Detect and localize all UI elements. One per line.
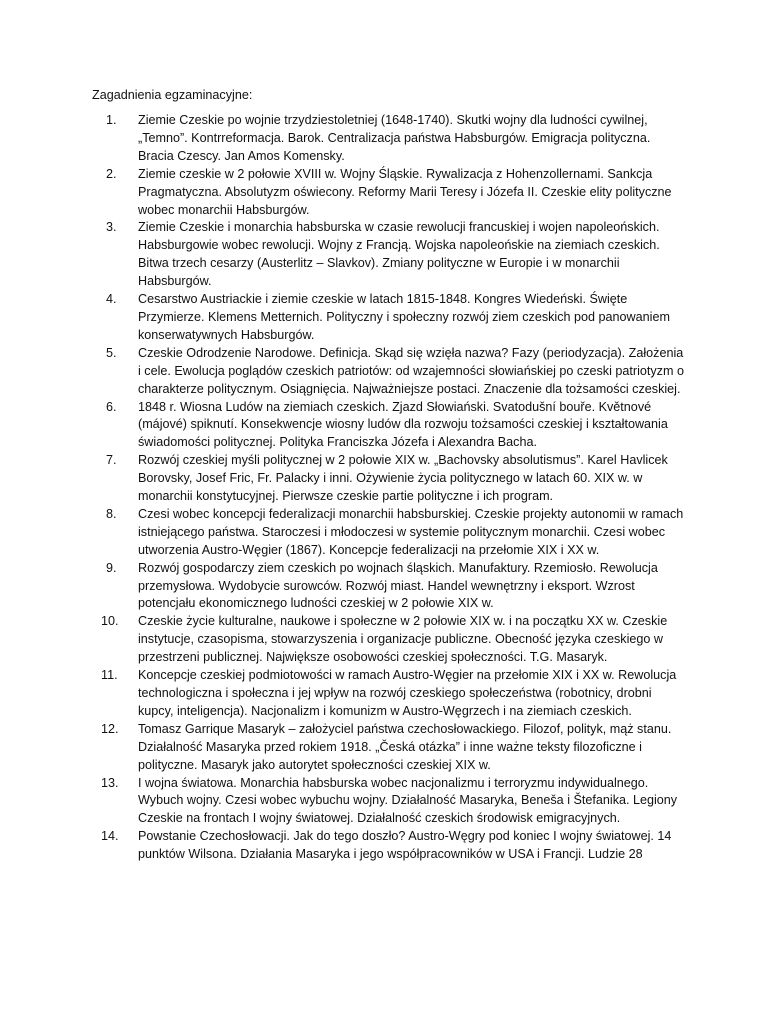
- item-text: Cesarstwo Austriackie i ziemie czeskie w latach 1815-1848. Kongres Wiedeński. Święte Przymierze. Klemens Metternich. Polityczny i społeczny rozwój ziem czeskich pod panowaniem konserwatywnych Habsburgów.: [138, 292, 670, 342]
- list-item: [0, 775, 685, 829]
- list-item: [0, 828, 685, 864]
- list-item: [0, 166, 685, 220]
- item-text: Czeskie Odrodzenie Narodowe. Definicja. Skąd się wzięła nazwa? Fazy (periodyzacja). Założenia i cele. Ewolucja poglądów czeskich patriotów: od wzajemności słowiańskiej po czeski patriotyzm o charakterze politycznym. Osiągnięcia. Najważniejsze postaci. Znaczenie dla tożsamości czeskiej.: [138, 345, 684, 396]
- item-number: 2.: [106, 166, 117, 181]
- item-text: 1848 r. Wiosna Ludów na ziemiach czeskich. Zjazd Słowiański. Svatodušní bouře. Květnové (májové) spiknutí. Konsekwencje wiosny ludów dla rozwoju tożsamości czeskiej i kształtowania świadomości politycznej. Polityka Franciszka Józefa i Alexandra Bacha.: [138, 399, 668, 450]
- document-heading: Zagadnienia egzaminacyjne:: [92, 88, 253, 102]
- item-text: Ziemie Czeskie i monarchia habsburska w czasie rewolucji francuskiej i wojen napoleońskich. Habsburgowie wobec rewolucji. Wojny z Francją. Wojska napoleońskie na ziemiach czeskich. Bitwa trzech cesarzy (Austerlitz – Slavkov). Zmiany polityczne w Europie i w monarchii Habsburgów.: [138, 220, 660, 289]
- item-number: 3.: [106, 220, 117, 235]
- item-number: 14.: [101, 829, 119, 844]
- list-item: [0, 345, 685, 399]
- item-text: Czesi wobec koncepcji federalizacji monarchii habsburskiej. Czeskie projekty autonomii w ramach istniejącego państwa. Staroczesi i młodoczesi w systemie politycznym monarchii. Czesi wobec utworzenia Austro-Węgier (1867). Koncepcje federalizacji na przełomie XIX i XX w.: [138, 506, 684, 557]
- item-text: Czeskie życie kulturalne, naukowe i społeczne w 2 połowie XIX w. i na początku XX w. Czeskie instytucje, czasopisma, stowarzyszenia i organizacje publiczne. Obecność języka czeskiego w przestrzeni publicznej. Największe osobowości czeskiej społeczności. T.G. Masaryk.: [138, 614, 668, 665]
- item-number: 9.: [106, 560, 117, 575]
- item-text: Ziemie Czeskie po wojnie trzydziestoletniej (1648-1740). Skutki wojny dla ludności cywilnej,„Temno”. Kontrreformacja. Barok. Centralizacja państwa Habsburgów. Emigracja polityczna. Bracia Czescy. Jan Amos Komensky.: [138, 113, 651, 163]
- item-text: Powstanie Czechosłowacji. Jak do tego doszło? Austro-Węgry pod koniec I wojny światowej. 14 punktów Wilsona. Działania Masaryka i jego współpracowników w USA i Francji. Ludzie 28: [138, 829, 672, 862]
- list-item: [0, 112, 685, 166]
- list-item: [0, 721, 685, 775]
- item-text: Rozwój gospodarczy ziem czeskich po wojnach śląskich. Manufaktury. Rzemiosło. Rewolucja przemysłowa. Wydobycie surowców. Rozwój miast. Handel wewnętrzny i eksport. Wzrost potencjału ekonomicznego ludności czeskiej w 2 połowie XIX w.: [138, 560, 658, 611]
- item-text: Tomasz Garrique Masaryk – założyciel państwa czechosłowackiego. Filozof, polityk, mąż stanu. Działalność Masaryka przed rokiem 1918. „Česká otázka” i inne ważne teksty filozoficzne i polityczne. Masaryk jako autorytet społeczności czeskiej XIX w.: [138, 721, 672, 772]
- item-number: 5.: [106, 345, 117, 360]
- item-number: 10.: [101, 614, 119, 629]
- list-item: [0, 506, 685, 560]
- list-item: [0, 452, 685, 506]
- item-number: 1.: [106, 113, 117, 127]
- item-number: 8.: [106, 506, 117, 521]
- list-item: [0, 219, 685, 291]
- item-number: 7.: [106, 453, 117, 468]
- exam-topics-list: [0, 112, 768, 864]
- item-number: 11.: [101, 668, 118, 683]
- item-text: Koncepcje czeskiej podmiotowości w ramach Austro-Węgier na przełomie XIX i XX w. Rewolucja technologiczna i społeczna i jej wpływ na rozwój czeskiego społeczeństwa (robotnicy, drobni kupcy, inteligencja). Nacjonalizm i komunizm w Austro-Węgrzech i na ziemiach czeskich.: [138, 668, 677, 718]
- item-number: 6.: [106, 399, 117, 414]
- list-item: [0, 613, 685, 667]
- item-number: 13.: [101, 775, 119, 790]
- item-text: Rozwój czeskiej myśli politycznej w 2 połowie XIX w. „Bachovsky absolutismus”. Karel Havlicek Borovsky, Josef Fric, Fr. Palacky i inni. Ożywienie życia politycznego w latach 60. XIX w. w monarchii konstytucyjnej. Pierwsze czeskie partie polityczne i ich program.: [138, 453, 668, 504]
- list-item: [0, 560, 685, 614]
- item-text: I wojna światowa. Monarchia habsburska wobec nacjonalizmu i terroryzmu indywidualnego. Wybuch wojny. Czesi wobec wybuchu wojny. Działalność Masaryka, Beneša i Štefanika. Legiony Czeskie na frontach I wojny światowej. Działalność czeskich środowisk emigracyjnych.: [138, 775, 678, 826]
- item-number: 12.: [101, 721, 119, 736]
- item-number: 4.: [106, 292, 117, 307]
- item-text: Ziemie czeskie w 2 połowie XVIII w. Wojny Śląskie. Rywalizacja z Hohenzollernami. Sankcja Pragmatyczna. Absolutyzm oświecony. Reformy Marii Teresy i Józefa II. Czeskie elity polityczne wobec monarchii Habsburgów.: [138, 166, 672, 217]
- list-item: [0, 399, 685, 453]
- list-item: [0, 291, 685, 345]
- list-item: [0, 667, 685, 721]
